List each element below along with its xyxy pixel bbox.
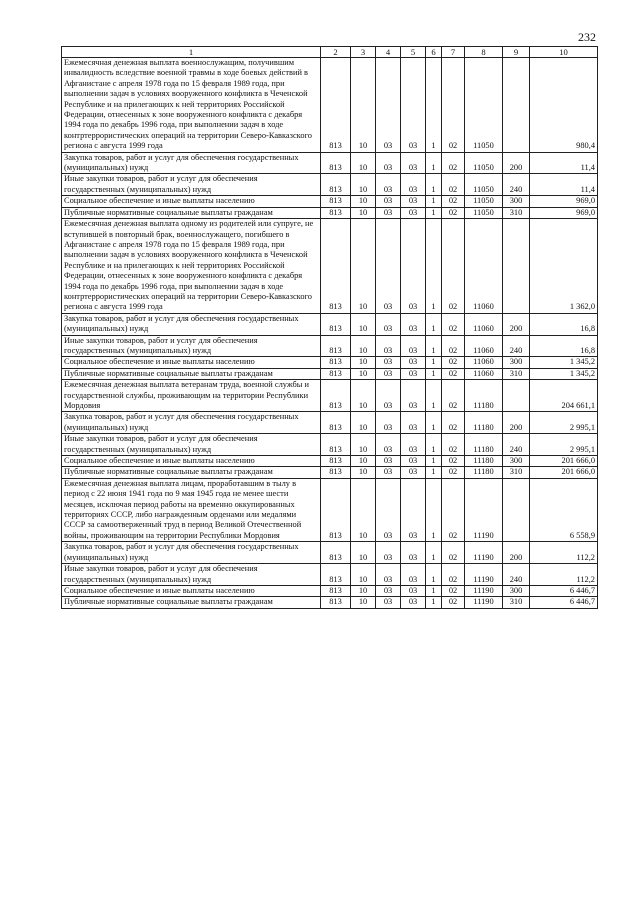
code-cell: 11050: [465, 174, 503, 196]
code-cell: 10: [351, 196, 376, 207]
code-cell: 10: [351, 58, 376, 153]
code-cell: 11190: [465, 542, 503, 564]
row-name-cell: Ежемесячная денежная выплата одному из родителей или супруге, не вступившей в повторный брак, военнослужащего, погибшего в Афганистане с апреля 1978 года по 15 февраля 1989 года, при выполнении задач в условиях вооруженного конфликта в Чеченской Республике и на прилегающих к ней территориях Российской Федерации, отнесенных к зоне вооруженного конфликта с декабря 1994 года по декабрь 1996 года, при выполнении задач в ходе контртеррористических операций на территории Северо-Кавказского региона с августа 1999 года: [62, 219, 321, 314]
row-name-cell: Иные закупки товаров, работ и услуг для обеспечения государственных (муниципальных) нужд: [62, 434, 321, 456]
code-cell: 10: [351, 456, 376, 467]
table-row: [62, 564, 598, 586]
table-row: [62, 368, 598, 379]
code-cell: 02: [442, 313, 465, 335]
code-cell: 03: [401, 174, 426, 196]
code-cell: 03: [376, 467, 401, 478]
amount-cell: 1 345,2: [530, 368, 598, 379]
code-cell: 1: [426, 335, 442, 357]
table-row: [62, 335, 598, 357]
code-cell: 240: [503, 335, 530, 357]
amount-cell: 112,2: [530, 542, 598, 564]
row-name-cell: Закупка товаров, работ и услуг для обеспечения государственных (муниципальных) нужд: [62, 412, 321, 434]
table-row: [62, 152, 598, 174]
amount-cell: 1 345,2: [530, 357, 598, 368]
code-cell: 1: [426, 58, 442, 153]
code-cell: 03: [376, 412, 401, 434]
code-cell: 10: [351, 564, 376, 586]
amount-cell: 16,8: [530, 335, 598, 357]
code-cell: 1: [426, 380, 442, 412]
code-cell: 02: [442, 412, 465, 434]
code-cell: 813: [321, 207, 351, 218]
code-cell: 10: [351, 219, 376, 314]
code-cell: 10: [351, 368, 376, 379]
column-header: 10: [530, 47, 598, 58]
table-row: [62, 219, 598, 314]
row-name-cell: Публичные нормативные социальные выплаты гражданам: [62, 597, 321, 608]
amount-cell: 969,0: [530, 196, 598, 207]
row-name-cell: Социальное обеспечение и иные выплаты населению: [62, 357, 321, 368]
code-cell: 11180: [465, 456, 503, 467]
code-cell: 02: [442, 174, 465, 196]
code-cell: 813: [321, 152, 351, 174]
code-cell: 813: [321, 467, 351, 478]
code-cell: 02: [442, 542, 465, 564]
amount-cell: 201 666,0: [530, 456, 598, 467]
code-cell: 10: [351, 478, 376, 541]
table-body: [62, 58, 598, 609]
table-row: [62, 456, 598, 467]
row-name-cell: Социальное обеспечение и иные выплаты населению: [62, 456, 321, 467]
amount-cell: 969,0: [530, 207, 598, 218]
code-cell: 03: [376, 152, 401, 174]
code-cell: 11050: [465, 58, 503, 153]
code-cell: 11060: [465, 335, 503, 357]
code-cell: 03: [376, 380, 401, 412]
table-row: [62, 58, 598, 153]
row-name-cell: Иные закупки товаров, работ и услуг для обеспечения государственных (муниципальных) нужд: [62, 174, 321, 196]
table-row: [62, 207, 598, 218]
code-cell: 813: [321, 564, 351, 586]
code-cell: 10: [351, 335, 376, 357]
code-cell: 03: [401, 597, 426, 608]
code-cell: 200: [503, 542, 530, 564]
code-cell: 11180: [465, 434, 503, 456]
code-cell: 03: [376, 207, 401, 218]
code-cell: 813: [321, 357, 351, 368]
code-cell: 03: [401, 313, 426, 335]
row-name-cell: Публичные нормативные социальные выплаты гражданам: [62, 467, 321, 478]
code-cell: [503, 478, 530, 541]
code-cell: 1: [426, 585, 442, 596]
code-cell: 1: [426, 368, 442, 379]
code-cell: 200: [503, 313, 530, 335]
table-row: [62, 196, 598, 207]
budget-table: [61, 46, 598, 609]
code-cell: 02: [442, 434, 465, 456]
code-cell: 03: [401, 585, 426, 596]
code-cell: 1: [426, 564, 442, 586]
row-name-cell: Ежемесячная денежная выплата ветеранам труда, военной службы и государственной службы, проживающим на территории Республики Мордовия: [62, 380, 321, 412]
row-name-cell: Социальное обеспечение и иные выплаты населению: [62, 196, 321, 207]
code-cell: 300: [503, 196, 530, 207]
code-cell: 310: [503, 597, 530, 608]
code-cell: 813: [321, 456, 351, 467]
code-cell: 03: [376, 585, 401, 596]
code-cell: 10: [351, 412, 376, 434]
code-cell: 03: [376, 174, 401, 196]
code-cell: 03: [401, 368, 426, 379]
code-cell: 10: [351, 174, 376, 196]
code-cell: 03: [376, 335, 401, 357]
code-cell: 1: [426, 219, 442, 314]
code-cell: 03: [401, 434, 426, 456]
row-name-cell: Социальное обеспечение и иные выплаты населению: [62, 585, 321, 596]
code-cell: 813: [321, 412, 351, 434]
code-cell: 03: [401, 207, 426, 218]
code-cell: 11050: [465, 152, 503, 174]
code-cell: [503, 219, 530, 314]
code-cell: 02: [442, 597, 465, 608]
code-cell: 813: [321, 380, 351, 412]
column-header: 5: [401, 47, 426, 58]
code-cell: 11190: [465, 597, 503, 608]
code-cell: 11190: [465, 478, 503, 541]
row-name-cell: Публичные нормативные социальные выплаты гражданам: [62, 207, 321, 218]
code-cell: 11180: [465, 412, 503, 434]
code-cell: 11190: [465, 585, 503, 596]
code-cell: 03: [401, 335, 426, 357]
code-cell: 11180: [465, 467, 503, 478]
code-cell: 03: [401, 196, 426, 207]
code-cell: 02: [442, 368, 465, 379]
row-name-cell: Ежемесячная денежная выплата военнослужащим, получившим инвалидность вследствие военной травмы в ходе боевых действий в Афганистане с апреля 1978 года по 15 февраля 1989 года, при выполнении задач в условиях вооруженного конфликта в Чеченской Республике и на прилегающих к ней территориях Российской Федерации, отнесенных к зоне вооруженного конфликта с декабря 1994 года по декабрь 1996 года, при выполнении задач в ходе контртеррористических операций на территории Северо-Кавказского региона с августа 1999 года: [62, 58, 321, 153]
table-row: [62, 597, 598, 608]
code-cell: 03: [376, 434, 401, 456]
code-cell: 11180: [465, 380, 503, 412]
code-cell: 02: [442, 219, 465, 314]
code-cell: 03: [401, 542, 426, 564]
amount-cell: 6 446,7: [530, 585, 598, 596]
code-cell: 1: [426, 456, 442, 467]
code-cell: 813: [321, 368, 351, 379]
row-name-cell: Иные закупки товаров, работ и услуг для обеспечения государственных (муниципальных) нужд: [62, 564, 321, 586]
code-cell: 03: [376, 219, 401, 314]
code-cell: 310: [503, 467, 530, 478]
amount-cell: 112,2: [530, 564, 598, 586]
code-cell: 02: [442, 564, 465, 586]
column-header: 9: [503, 47, 530, 58]
amount-cell: 6 558,9: [530, 478, 598, 541]
code-cell: 1: [426, 313, 442, 335]
code-cell: 03: [401, 58, 426, 153]
code-cell: 10: [351, 585, 376, 596]
code-cell: 1: [426, 207, 442, 218]
code-cell: 813: [321, 58, 351, 153]
code-cell: [503, 58, 530, 153]
amount-cell: 204 661,1: [530, 380, 598, 412]
code-cell: 02: [442, 585, 465, 596]
row-name-cell: Ежемесячная денежная выплата лицам, проработавшим в тылу в период с 22 июня 1941 года по 9 мая 1945 года не менее шести месяцев, исключая период работы на временно оккупированных территориях СССР, либо награжденным орденами или медалями СССР за самоотверженный труд в период Великой Отечественной войны, проживающим на территории Республики Мордовия: [62, 478, 321, 541]
code-cell: 02: [442, 58, 465, 153]
code-cell: 200: [503, 412, 530, 434]
code-cell: 813: [321, 335, 351, 357]
code-cell: 10: [351, 597, 376, 608]
amount-cell: 6 446,7: [530, 597, 598, 608]
code-cell: 11190: [465, 564, 503, 586]
code-cell: 03: [376, 542, 401, 564]
amount-cell: 201 666,0: [530, 467, 598, 478]
code-cell: 240: [503, 434, 530, 456]
code-cell: 02: [442, 152, 465, 174]
code-cell: 813: [321, 585, 351, 596]
code-cell: 02: [442, 478, 465, 541]
table-row: [62, 542, 598, 564]
row-name-cell: Закупка товаров, работ и услуг для обеспечения государственных (муниципальных) нужд: [62, 152, 321, 174]
code-cell: 240: [503, 174, 530, 196]
code-cell: 813: [321, 478, 351, 541]
code-cell: 1: [426, 467, 442, 478]
code-cell: 813: [321, 219, 351, 314]
code-cell: 02: [442, 380, 465, 412]
code-cell: 1: [426, 196, 442, 207]
table-row: [62, 380, 598, 412]
code-cell: 03: [376, 357, 401, 368]
code-cell: 02: [442, 467, 465, 478]
code-cell: 813: [321, 542, 351, 564]
code-cell: 813: [321, 313, 351, 335]
code-cell: 03: [401, 456, 426, 467]
code-cell: 240: [503, 564, 530, 586]
code-cell: 03: [401, 478, 426, 541]
code-cell: 10: [351, 313, 376, 335]
code-cell: 03: [376, 196, 401, 207]
amount-cell: 1 362,0: [530, 219, 598, 314]
code-cell: 310: [503, 207, 530, 218]
code-cell: 03: [401, 467, 426, 478]
page-number: 232: [578, 30, 596, 44]
code-cell: 300: [503, 357, 530, 368]
row-name-cell: Закупка товаров, работ и услуг для обеспечения государственных (муниципальных) нужд: [62, 542, 321, 564]
code-cell: 11060: [465, 357, 503, 368]
row-name-cell: Публичные нормативные социальные выплаты гражданам: [62, 368, 321, 379]
amount-cell: 980,4: [530, 58, 598, 153]
table-row: [62, 478, 598, 541]
table-row: [62, 313, 598, 335]
code-cell: 300: [503, 456, 530, 467]
code-cell: 300: [503, 585, 530, 596]
code-cell: 10: [351, 207, 376, 218]
table-row: [62, 412, 598, 434]
amount-cell: 11,4: [530, 152, 598, 174]
code-cell: 11050: [465, 196, 503, 207]
code-cell: 813: [321, 196, 351, 207]
code-cell: 1: [426, 412, 442, 434]
code-cell: 02: [442, 456, 465, 467]
column-header: 7: [442, 47, 465, 58]
code-cell: 02: [442, 207, 465, 218]
code-cell: 813: [321, 434, 351, 456]
code-cell: 03: [376, 313, 401, 335]
code-cell: 1: [426, 357, 442, 368]
code-cell: 813: [321, 597, 351, 608]
code-cell: 200: [503, 152, 530, 174]
code-cell: 310: [503, 368, 530, 379]
amount-cell: 16,8: [530, 313, 598, 335]
code-cell: 11060: [465, 313, 503, 335]
code-cell: 813: [321, 174, 351, 196]
code-cell: 1: [426, 174, 442, 196]
code-cell: 03: [376, 478, 401, 541]
code-cell: 1: [426, 597, 442, 608]
code-cell: 03: [376, 368, 401, 379]
code-cell: 03: [401, 219, 426, 314]
code-cell: [503, 380, 530, 412]
table-row: [62, 467, 598, 478]
code-cell: 02: [442, 335, 465, 357]
code-cell: 1: [426, 434, 442, 456]
amount-cell: 2 995,1: [530, 434, 598, 456]
code-cell: 03: [401, 412, 426, 434]
table-row: [62, 585, 598, 596]
code-cell: 10: [351, 542, 376, 564]
column-header: 3: [351, 47, 376, 58]
code-cell: 1: [426, 152, 442, 174]
code-cell: 1: [426, 478, 442, 541]
column-header: 4: [376, 47, 401, 58]
table-row: [62, 174, 598, 196]
code-cell: 10: [351, 434, 376, 456]
code-cell: 03: [376, 58, 401, 153]
row-name-cell: Закупка товаров, работ и услуг для обеспечения государственных (муниципальных) нужд: [62, 313, 321, 335]
amount-cell: 2 995,1: [530, 412, 598, 434]
column-header: 6: [426, 47, 442, 58]
code-cell: 02: [442, 357, 465, 368]
code-cell: 11060: [465, 368, 503, 379]
table-header-row: [62, 47, 598, 58]
code-cell: 03: [401, 357, 426, 368]
code-cell: 03: [401, 380, 426, 412]
column-header: 2: [321, 47, 351, 58]
amount-cell: 11,4: [530, 174, 598, 196]
code-cell: 03: [376, 597, 401, 608]
code-cell: 10: [351, 357, 376, 368]
code-cell: 1: [426, 542, 442, 564]
code-cell: 10: [351, 380, 376, 412]
code-cell: 03: [376, 456, 401, 467]
code-cell: 03: [401, 152, 426, 174]
code-cell: 11060: [465, 219, 503, 314]
code-cell: 11050: [465, 207, 503, 218]
table-row: [62, 434, 598, 456]
code-cell: 02: [442, 196, 465, 207]
row-name-cell: Иные закупки товаров, работ и услуг для обеспечения государственных (муниципальных) нужд: [62, 335, 321, 357]
code-cell: 10: [351, 467, 376, 478]
table-row: [62, 357, 598, 368]
column-header: 8: [465, 47, 503, 58]
code-cell: 03: [401, 564, 426, 586]
column-header: 1: [62, 47, 321, 58]
code-cell: 10: [351, 152, 376, 174]
code-cell: 03: [376, 564, 401, 586]
